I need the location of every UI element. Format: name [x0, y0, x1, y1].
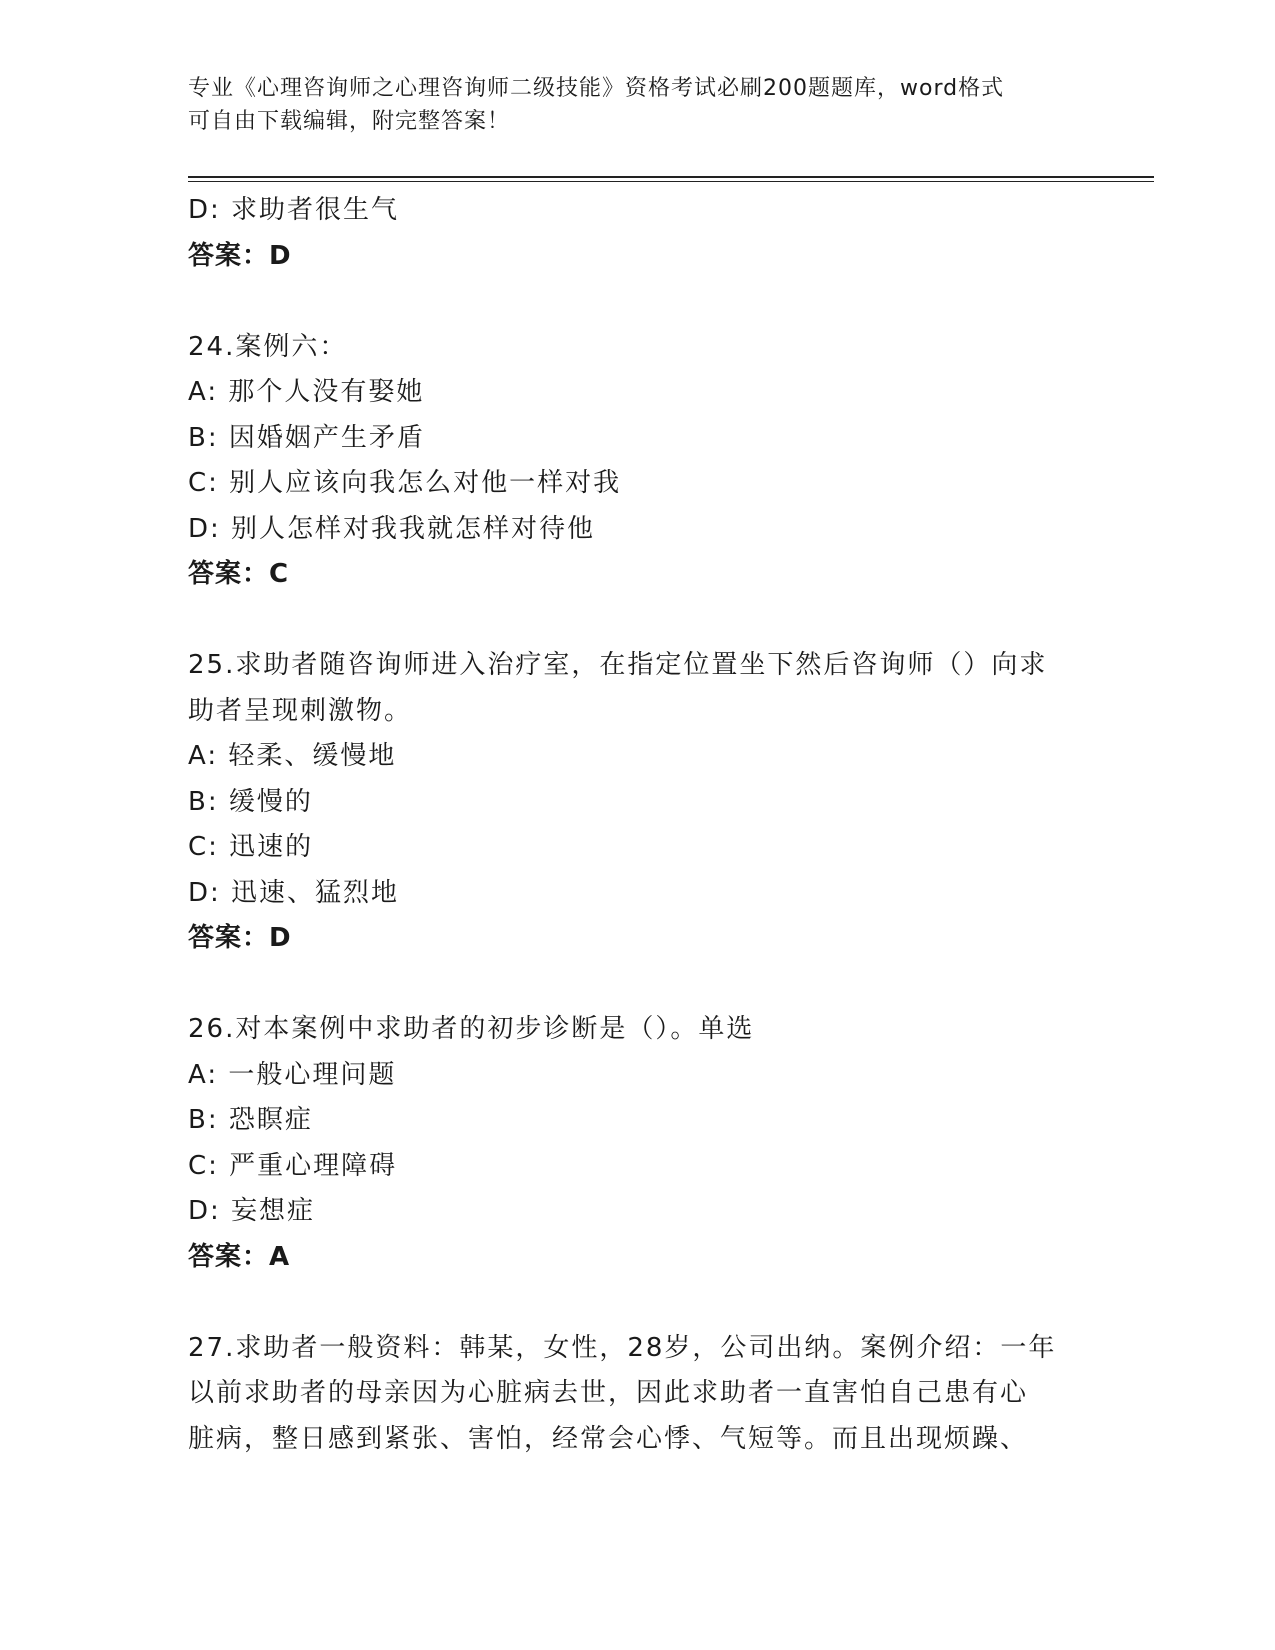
option-c: C: 迅速的	[188, 832, 314, 862]
question-stem-line-1: 27.求助者一般资料：韩某，女性，28岁，公司出纳。案例介绍：一年	[188, 1332, 1057, 1363]
option-c: C: 别人应该向我怎么对他一样对我	[188, 468, 622, 498]
header-line-1: 专业《心理咨询师之心理咨询师二级技能》资格考试必刷200题题库，word格式	[188, 76, 1005, 101]
option-b: B: 恐瞑症	[188, 1105, 313, 1135]
option-a: A: 一般心理问题	[188, 1059, 397, 1090]
document-header	[188, 72, 1088, 138]
option-c: C: 严重心理障碍	[188, 1150, 398, 1181]
question-stem: 24.案例六：	[188, 331, 348, 362]
option-d: D: 别人怎样对我我就怎样对待他	[188, 513, 596, 544]
question-23-tail	[188, 188, 1148, 279]
option-d: D: 迅速、猛烈地	[188, 877, 400, 908]
question-stem-line-2: 助者呈现刺激物。	[188, 695, 413, 726]
question-25	[188, 643, 1148, 962]
option-b: B: 因婚姻产生矛盾	[188, 422, 425, 453]
answer: 答案：D	[188, 240, 292, 271]
header-rule-thin	[188, 181, 1154, 182]
answer: 答案：A	[188, 1241, 291, 1272]
question-26	[188, 1007, 1148, 1280]
document-body	[188, 188, 1148, 1462]
question-stem-line-2: 以前求助者的母亲因为心脏病去世，因此求助者一直害怕自己患有心	[188, 1378, 1029, 1408]
header-rule-thick	[188, 176, 1154, 178]
answer: 答案：D	[188, 923, 292, 953]
question-stem-line-1: 25.求助者随咨询师进入治疗室，在指定位置坐下然后咨询师（）向求	[188, 650, 1048, 680]
header-line-2: 可自由下载编辑，附完整答案！	[188, 109, 511, 134]
question-stem-line-3: 脏病，整日感到紧张、害怕，经常会心悸、气短等。而且出现烦躁、	[188, 1423, 1029, 1454]
question-27	[188, 1326, 1148, 1463]
answer: 答案：C	[188, 559, 290, 589]
option-b: B: 缓慢的	[188, 786, 313, 817]
question-24	[188, 325, 1148, 598]
option-a: A: 轻柔、缓慢地	[188, 741, 397, 771]
question-stem: 26.对本案例中求助者的初步诊断是（）。单选	[188, 1014, 755, 1044]
option-a: A: 那个人没有娶她	[188, 377, 425, 407]
option-d: D: 求助者很生气	[188, 195, 400, 225]
option-d: D: 妄想症	[188, 1196, 316, 1226]
